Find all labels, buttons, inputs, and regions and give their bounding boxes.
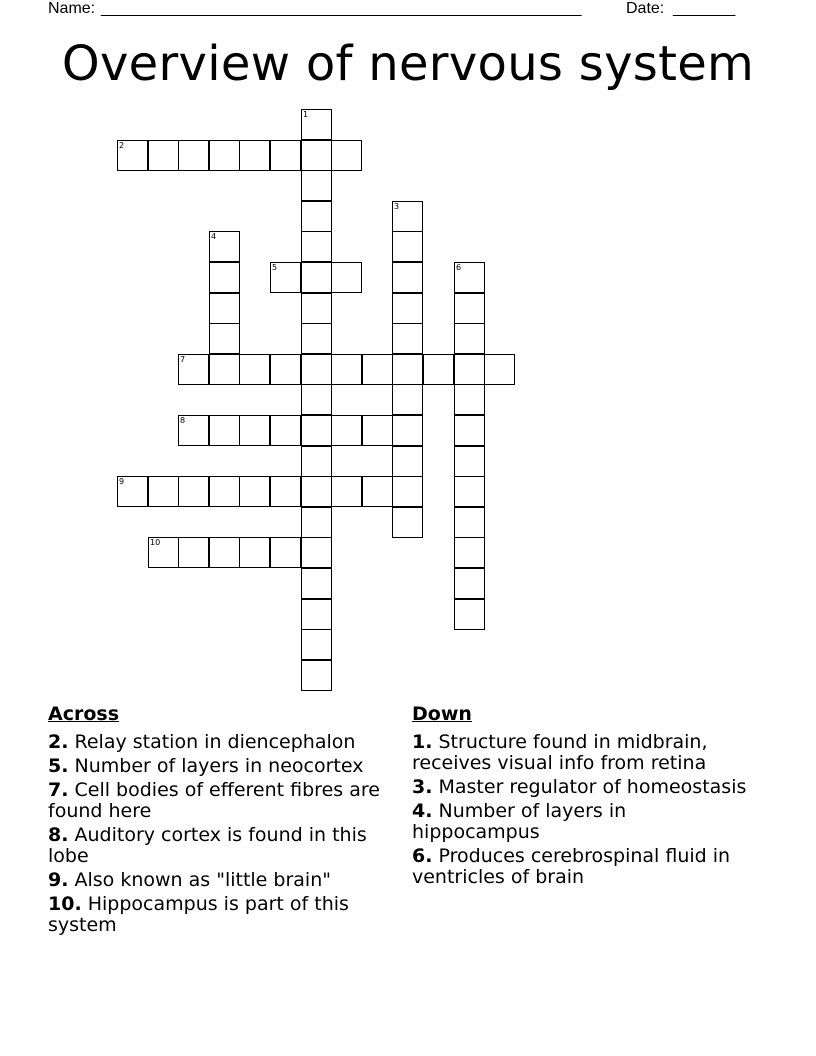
grid-cell[interactable] (454, 384, 485, 415)
clue-text: Also known as "little brain" (74, 869, 331, 891)
grid-cell[interactable] (209, 354, 240, 385)
grid-cell[interactable] (392, 354, 423, 385)
grid-cell[interactable] (301, 140, 332, 171)
grid-cell[interactable] (209, 537, 240, 568)
clue-number-label: 2. (48, 731, 69, 753)
down-clue (412, 846, 752, 888)
grid-cell[interactable] (301, 262, 332, 293)
date-label: Date: (626, 0, 665, 17)
grid-cell[interactable] (392, 446, 423, 477)
page-title: Overview of nervous system (61, 36, 755, 92)
grid-cell[interactable] (454, 262, 485, 293)
clue-number: 9 (119, 477, 125, 486)
name-field[interactable]: ______________________________________________________ (101, 0, 582, 17)
grid-cell[interactable] (178, 140, 209, 171)
grid-cell[interactable] (209, 323, 240, 354)
grid-cell[interactable] (392, 507, 423, 538)
grid-cell[interactable] (484, 354, 515, 385)
grid-cell[interactable] (392, 384, 423, 415)
clue-number-label: 1. (412, 731, 433, 753)
grid-cell[interactable] (209, 415, 240, 446)
down-clues (412, 702, 752, 891)
grid-cell[interactable] (454, 537, 485, 568)
grid-cell[interactable] (209, 476, 240, 507)
clue-number-label: 5. (48, 755, 69, 777)
grid-cell[interactable] (454, 476, 485, 507)
clue-number-label: 9. (48, 869, 69, 891)
grid-cell[interactable] (331, 415, 362, 446)
grid-cell[interactable] (301, 660, 332, 691)
grid-cell[interactable] (301, 201, 332, 232)
grid-cell[interactable] (270, 537, 301, 568)
clue-number: 6 (456, 263, 462, 272)
grid-cell[interactable] (301, 293, 332, 324)
grid-cell[interactable] (423, 354, 454, 385)
grid-cell[interactable] (392, 262, 423, 293)
across-clues (48, 702, 388, 939)
clue-number-label: 7. (48, 779, 69, 801)
across-heading: Across (48, 703, 120, 725)
grid-cell[interactable] (301, 476, 332, 507)
across-clue (48, 756, 388, 777)
date-field[interactable]: _______ (673, 0, 736, 17)
grid-cell[interactable] (239, 140, 270, 171)
grid-cell[interactable] (148, 140, 179, 171)
grid-cell[interactable] (117, 140, 148, 171)
grid-cell[interactable] (148, 537, 179, 568)
grid-cell[interactable] (454, 446, 485, 477)
grid-cell[interactable] (454, 354, 485, 385)
clue-text: Produces cerebrospinal fluid in ventricles of brain (412, 845, 731, 888)
grid-cell[interactable] (454, 568, 485, 599)
grid-cell[interactable] (178, 415, 209, 446)
grid-cell[interactable] (392, 201, 423, 232)
clue-number-label: 8. (48, 824, 69, 846)
clue-number-label: 6. (412, 845, 433, 867)
grid-cell[interactable] (209, 140, 240, 171)
clue-number: 5 (272, 263, 278, 272)
grid-cell[interactable] (362, 415, 393, 446)
clue-number: 4 (211, 232, 217, 241)
down-heading: Down (412, 703, 472, 725)
grid-cell[interactable] (301, 507, 332, 538)
down-clue (412, 777, 752, 798)
grid-cell[interactable] (209, 293, 240, 324)
clue-text: Master regulator of homeostasis (438, 776, 747, 798)
grid-cell[interactable] (301, 170, 332, 201)
grid-cell[interactable] (454, 415, 485, 446)
grid-cell[interactable] (209, 262, 240, 293)
grid-cell[interactable] (392, 231, 423, 262)
grid-cell[interactable] (239, 415, 270, 446)
grid-cell[interactable] (392, 293, 423, 324)
grid-cell[interactable] (331, 354, 362, 385)
across-clue (48, 825, 388, 867)
across-clue (48, 870, 388, 891)
grid-cell[interactable] (301, 599, 332, 630)
grid-cell[interactable] (454, 293, 485, 324)
grid-cell[interactable] (454, 323, 485, 354)
clue-number: 7 (180, 355, 186, 364)
grid-cell[interactable] (239, 354, 270, 385)
grid-cell[interactable] (392, 323, 423, 354)
clue-number: 1 (303, 110, 309, 119)
grid-cell[interactable] (270, 415, 301, 446)
clue-number: 10 (150, 538, 161, 547)
grid-cell[interactable] (209, 231, 240, 262)
grid-cell[interactable] (301, 109, 332, 140)
grid-cell[interactable] (117, 476, 148, 507)
clue-text: Number of layers in hippocampus (412, 800, 627, 843)
down-clue (412, 801, 752, 843)
grid-cell[interactable] (178, 537, 209, 568)
clue-number-label: 3. (412, 776, 433, 798)
grid-cell[interactable] (454, 599, 485, 630)
grid-cell[interactable] (301, 354, 332, 385)
clue-number: 3 (394, 202, 400, 211)
grid-cell[interactable] (331, 262, 362, 293)
grid-cell[interactable] (270, 476, 301, 507)
grid-cell[interactable] (301, 629, 332, 660)
across-clue (48, 894, 388, 936)
grid-cell[interactable] (178, 476, 209, 507)
grid-cell[interactable] (270, 140, 301, 171)
grid-cell[interactable] (239, 476, 270, 507)
name-label: Name: (48, 0, 96, 17)
grid-cell[interactable] (454, 507, 485, 538)
grid-cell[interactable] (148, 476, 179, 507)
grid-cell[interactable] (331, 140, 362, 171)
clue-text: Number of layers in neocortex (74, 755, 364, 777)
clue-number: 2 (119, 141, 125, 150)
clue-text: Cell bodies of efferent fibres are found here (48, 779, 380, 822)
grid-cell[interactable] (239, 537, 270, 568)
grid-cell[interactable] (362, 354, 393, 385)
grid-cell[interactable] (270, 262, 301, 293)
clue-text: Hippocampus is part of this system (48, 893, 349, 936)
clue-number: 8 (180, 416, 186, 425)
clue-text: Relay station in diencephalon (74, 731, 356, 753)
across-clue (48, 780, 388, 822)
grid-cell[interactable] (301, 231, 332, 262)
grid-cell[interactable] (392, 476, 423, 507)
down-clue (412, 732, 752, 774)
clue-text: Structure found in midbrain, receives visual info from retina (412, 731, 708, 774)
grid-cell[interactable] (301, 415, 332, 446)
grid-cell[interactable] (362, 476, 393, 507)
grid-cell[interactable] (301, 446, 332, 477)
grid-cell[interactable] (331, 476, 362, 507)
grid-cell[interactable] (301, 568, 332, 599)
grid-cell[interactable] (270, 354, 301, 385)
across-clue (48, 732, 388, 753)
grid-cell[interactable] (301, 323, 332, 354)
grid-cell[interactable] (301, 384, 332, 415)
grid-cell[interactable] (392, 415, 423, 446)
grid-cell[interactable] (301, 537, 332, 568)
clue-number-label: 4. (412, 800, 433, 822)
clue-text: Auditory cortex is found in this lobe (48, 824, 367, 867)
clue-number-label: 10. (48, 893, 82, 915)
grid-cell[interactable] (178, 354, 209, 385)
